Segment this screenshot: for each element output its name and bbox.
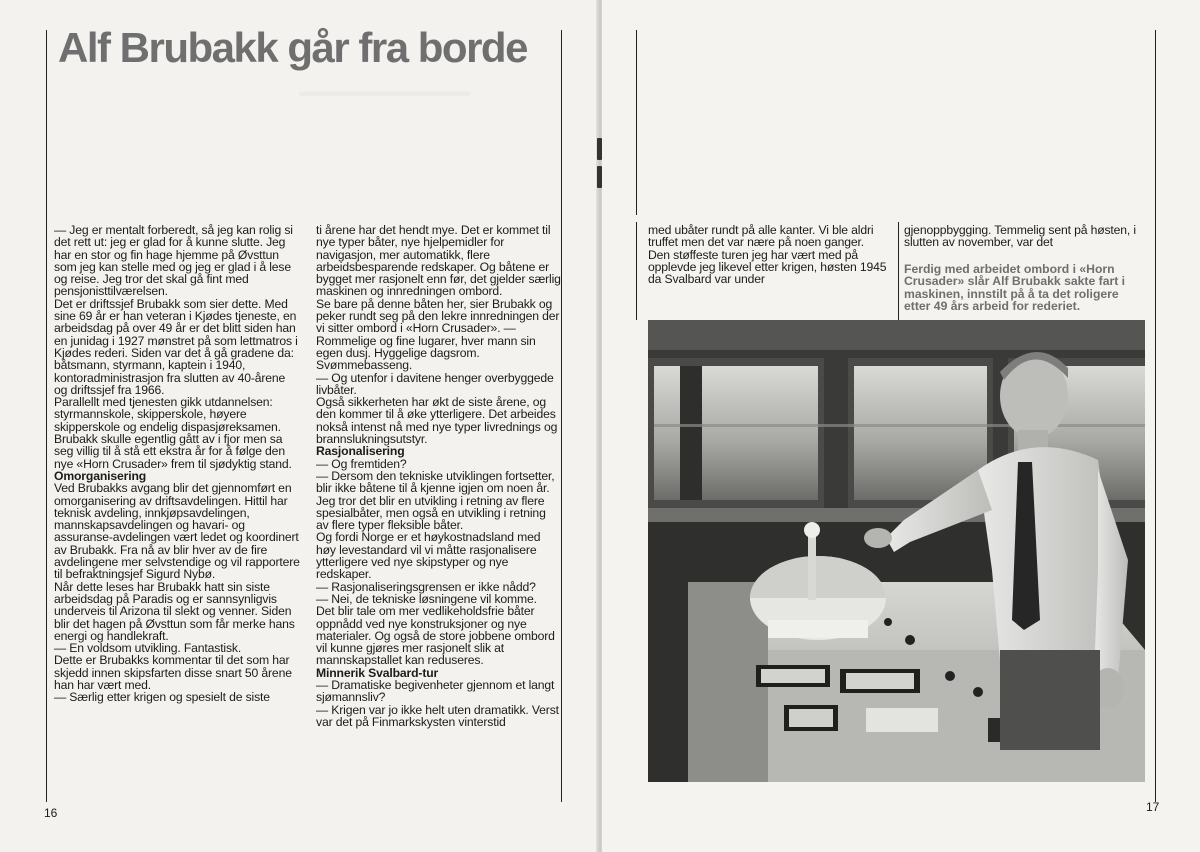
paragraph: Og fordi Norge er et høykostnadsland med høy levestandard vil vi måtte rasjonalisere ytterligere ved nye skipstyper og nye redskaper. <box>316 530 541 582</box>
paragraph: — Og fremtiden? <box>316 456 407 471</box>
paragraph: Det er driftssjef Brubakk som sier dette. Med sine 69 år er han veteran i Kjødes tjeneste, en arbeidsdag på over 49 år er det blitt siden han en junidag i 1927 mønstret på som lettmatros i Kjødes rederi. Siden var det å gå gradene da: båtsmann, styrmann, kaptein i 1940, kontoradministrasjon fra slutten av 40-årene og driftssjef fra 1966. <box>54 296 298 397</box>
paragraph: ti årene har det hendt mye. Det er kommet til nye typer båter, nye hjelpemidler for navigasjon, mer automatikk, flere arbeidsbesparende redskaper. Og båtene er bygget mer rasjonelt enn før, det gjelder særlig maskinen og innredningen ombord. <box>316 223 561 299</box>
paragraph: — Jeg er mentalt forberedt, så jeg kan rolig si det rett ut: jeg er glad for å kunne slutte. Jeg har en stor og fin hage hjemme på Øvsttun som jeg kan stelle med og jeg er glad i å lese og reise. Jeg tror det skal gå fint med pensjonisttilværelsen. <box>54 223 293 299</box>
bridge-photo <box>648 320 1145 782</box>
paragraph: Ved Brubakks avgang blir det gjennomført en omorganisering av driftsavdelingen. Hittil har teknisk avdeling, innkjøpsavdelingen, mannskapsavdelingen og havari- og assuranse-avdelingen vært ledet og koordinert av Brubakk. Fra nå av blir hver av de fire avdelingene mer selvstendige og vil rapportere til befraktningsjef Sigurd Nybø. <box>54 481 300 582</box>
left-page <box>0 0 598 852</box>
article-column-1 <box>54 224 300 704</box>
article-column-3 <box>648 224 888 285</box>
paragraph: — Nei, de tekniske løsningene vil komme. <box>316 591 537 606</box>
photo-illustration <box>648 320 1145 782</box>
paragraph: Jeg tror det blir en utvikling i retning av flere spesialbåter, men også en utvikling i retning av flere typer fleksible båter. <box>316 493 546 533</box>
paragraph: — Dersom den tekniske utviklingen fortsetter, blir ikke båtene til å kjenne igjen om noen år. <box>316 468 555 496</box>
paragraph: Se bare på denne båten her, sier Brubakk og peker rundt seg på den lekre innredningen der vi sitter ombord i «Horn Crusader». — Rommelige og fine lugarer, hver mann sin egen dusj. Hyggelige dagsrom. Svømmebasseng. <box>316 296 560 373</box>
photo-caption: Ferdig med arbeidet ombord i «Horn Crusader» slår Alf Brubakk sakte fart i maskinen, innstilt på å ta det roligere etter 49 års arbeid for rederiet. <box>904 262 1126 314</box>
paragraph: Også sikkerheten har økt de siste årene, og den kommer til å øke ytterligere. Det arbeides nokså intenst nå med nye typer livrednings og brannslukningsutstyr. <box>316 395 558 447</box>
paragraph: — Krigen var jo ikke helt uten dramatikk. Verst var det på Finmarkskysten vinterstid <box>316 702 559 729</box>
paragraph: med ubåter rundt på alle kanter. Vi ble aldri truffet men det var nære på noen ganger. <box>648 223 874 250</box>
headline: Alf Brubakk går fra borde <box>58 24 527 71</box>
paragraph: — Rasjonaliseringsgrensen er ikke nådd? <box>316 579 536 594</box>
article-column-4 <box>904 224 1144 249</box>
show-through-text: ▁▁▁▁▁▁▁▁▁▁ <box>300 70 470 95</box>
paragraph: — Og utenfor i davitene henger overbyggede livbåter. <box>316 370 554 397</box>
right-margin-rule <box>1155 30 1156 802</box>
column-rule <box>898 222 899 320</box>
page-number: 16 <box>44 806 58 820</box>
subheading: Minnerik Svalbard-tur <box>316 665 439 680</box>
paragraph: Dette er Brubakks kommentar til det som har skjedd innen skipsfarten disse snart 50 årene han har vært med. <box>54 653 292 692</box>
paragraph: — Særlig etter krigen og spesielt de siste <box>54 690 270 705</box>
left-margin-rule <box>46 30 47 802</box>
paragraph: — En voldsom utvikling. Fantastisk. <box>54 641 242 656</box>
paragraph: Parallellt med tjenesten gikk utdannelsen: styrmannskole, skipperskole, høyere skipperskole og endelig dispasjøreksamen. <box>54 395 281 434</box>
left-column-rule <box>636 222 637 320</box>
right-margin-rule <box>561 30 562 802</box>
paragraph: Når dette leses har Brubakk hatt sin siste arbeidsdag på Paradis og er sannsynligvis underveis til Arizona til slekt og venner. Siden blir det hagen på Øvsttun som får merke hans energi og handlekraft. <box>54 579 295 643</box>
paragraph: Det blir tale om mer vedlikeholdsfrie båter oppnådd ved nye konstruksjoner og nye materialer. Og også de store jobbene ombord vil kunne gjøres mer rasjonelt slik at mannskapstallet kan reduseres. <box>316 604 555 668</box>
left-margin-rule <box>636 30 637 215</box>
paragraph: gjenoppbygging. Temmelig sent på høsten, i slutten av november, var det <box>904 223 1136 250</box>
article-column-2 <box>316 224 561 728</box>
subheading: Omorganisering <box>54 468 147 483</box>
paragraph: Brubakk skulle egentlig gått av i fjor men sa seg villig til å stå ett ekstra år for å følge den nye «Horn Crusader» frem til sjødyktig stand. <box>54 432 292 471</box>
paragraph: Den støffeste turen jeg har vært med på opplevde jeg likevel etter krigen, høsten 1945 da Svalbard var under <box>648 247 887 287</box>
paragraph: — Dramatiske begivenheter gjennom et langt sjømannsliv? <box>316 677 555 705</box>
subheading: Rasjonalisering <box>316 444 405 459</box>
page-number: 17 <box>1146 800 1160 814</box>
